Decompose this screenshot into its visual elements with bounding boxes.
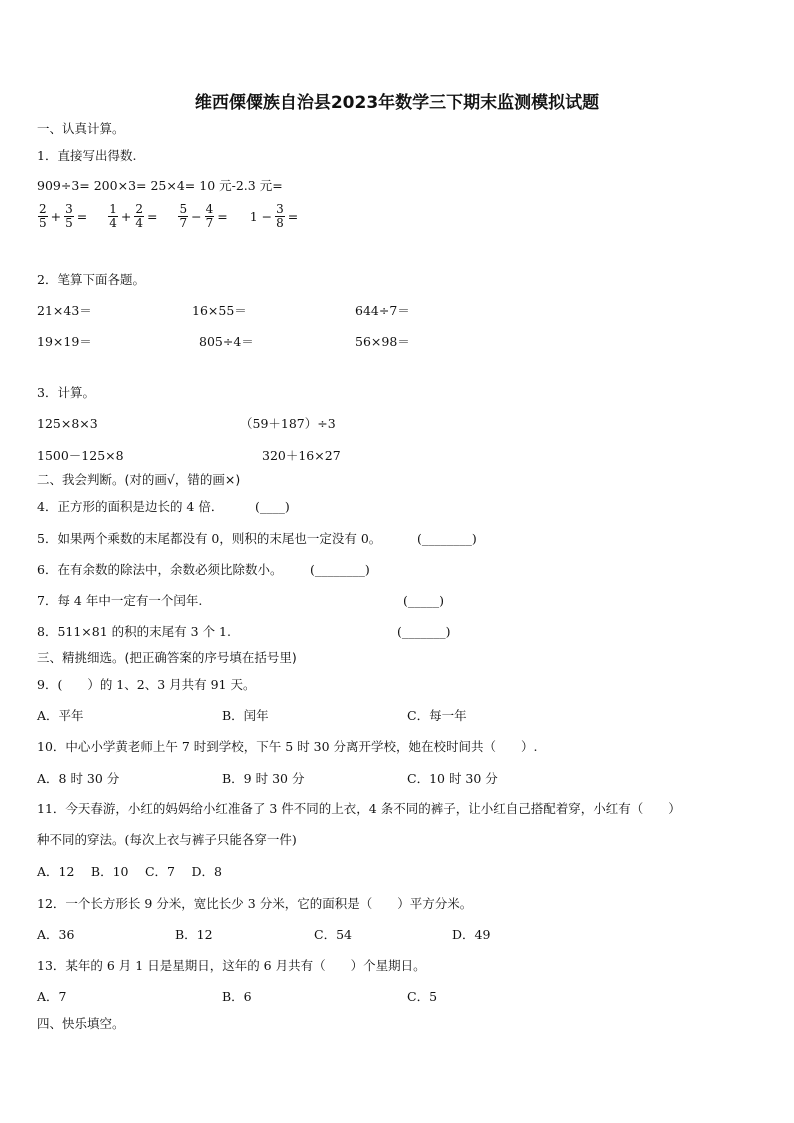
calc-item: 16×55＝ bbox=[192, 303, 247, 318]
page-title: 维西傈僳族自治县2023年数学三下期末监测模拟试题 bbox=[194, 93, 600, 113]
fraction-expr-4 bbox=[248, 203, 301, 230]
option-b[interactable]: B．9 时 30 分 bbox=[222, 771, 305, 786]
calc-item: 19×19＝ bbox=[37, 334, 92, 349]
fraction-numerator: 3 bbox=[65, 202, 73, 216]
fraction-expr-3 bbox=[177, 203, 229, 230]
fraction-denominator: 7 bbox=[179, 216, 188, 230]
section-heading-1: 一、认真计算。 bbox=[37, 121, 125, 136]
fraction-numerator: 2 bbox=[39, 202, 47, 216]
fraction-expr-2 bbox=[107, 203, 159, 230]
option-b[interactable]: B．12 bbox=[175, 927, 213, 942]
question-1-heading: 1．直接写出得数. bbox=[37, 148, 137, 163]
choice-question-11: 11．今天春游，小红的妈妈给小红准备了 3 件不同的上衣，4 条不同的裤子，让小红自己搭配着穿，小红有（ ） bbox=[37, 801, 681, 816]
equals: = bbox=[147, 209, 158, 224]
answer-blank[interactable]: (____) bbox=[255, 499, 290, 514]
fraction-denominator: 8 bbox=[276, 216, 284, 230]
option-c[interactable]: C．10 时 30 分 bbox=[407, 771, 498, 786]
choice-question-10: 10．中心小学黄老师上午 7 时到学校，下午 5 时 30 分离开学校，她在校时间共（ ）. bbox=[37, 739, 538, 754]
section-heading-4: 四、快乐填空。 bbox=[37, 1016, 125, 1031]
options-row[interactable]: A．12 B．10 C．7 D．8 bbox=[37, 864, 222, 879]
equals: = bbox=[287, 209, 299, 224]
fraction-numerator: 2 bbox=[135, 202, 143, 216]
option-c[interactable]: C．5 bbox=[407, 989, 438, 1004]
answer-blank[interactable]: (________) bbox=[310, 562, 370, 577]
answer-blank[interactable]: (_______) bbox=[397, 624, 451, 639]
whole-number: 1 bbox=[249, 209, 258, 224]
choice-question-13: 13．某年的 6 月 1 日是星期日，这年的 6 月共有（ ）个星期日。 bbox=[37, 958, 426, 973]
option-c[interactable]: C．54 bbox=[314, 927, 352, 942]
judge-question: 6．在有余数的除法中，余数必须比除数小。 bbox=[37, 562, 283, 577]
operator: + bbox=[120, 209, 132, 224]
option-b[interactable]: B．闰年 bbox=[222, 708, 269, 723]
fraction-numerator: 5 bbox=[179, 202, 188, 216]
option-c[interactable]: C．每一年 bbox=[407, 708, 467, 723]
choice-question-12: 12．一个长方形长 9 分米，宽比长少 3 分米，它的面积是（ ）平方分米。 bbox=[37, 896, 473, 911]
fraction-numerator: 3 bbox=[276, 202, 284, 216]
fraction-expr-1 bbox=[37, 203, 89, 230]
fraction-denominator: 4 bbox=[135, 216, 143, 230]
section-heading-2: 二、我会判断。(对的画√，错的画×) bbox=[37, 472, 241, 487]
calc-item: 644÷7＝ bbox=[355, 303, 410, 318]
option-a[interactable]: A．36 bbox=[37, 927, 75, 942]
fraction-denominator: 7 bbox=[205, 216, 214, 230]
answer-blank[interactable]: (________) bbox=[417, 531, 477, 546]
question-3-heading: 3．计算。 bbox=[37, 385, 95, 400]
judge-question: 4．正方形的面积是边长的 4 倍． bbox=[37, 499, 224, 514]
judge-question: 7．每 4 年中一定有一个闰年. bbox=[37, 593, 203, 608]
operator: + bbox=[50, 209, 62, 224]
option-a[interactable]: A．7 bbox=[37, 989, 67, 1004]
calc-item: 21×43＝ bbox=[37, 303, 92, 318]
equals: = bbox=[76, 209, 88, 224]
fraction-denominator: 5 bbox=[65, 216, 73, 230]
option-b[interactable]: B．6 bbox=[222, 989, 252, 1004]
judge-question: 8．511×81 的积的末尾有 3 个 1. bbox=[37, 624, 231, 639]
judge-question: 5．如果两个乘数的末尾都没有 0，则积的末尾也一定没有 0。 bbox=[37, 531, 382, 546]
choice-question-9: 9．( ）的 1、2、3 月共有 91 天。 bbox=[37, 677, 256, 692]
operator: − bbox=[261, 209, 273, 224]
answer-blank[interactable]: (_____) bbox=[403, 593, 445, 608]
question-2-heading: 2．笔算下面各题。 bbox=[37, 272, 145, 287]
option-d[interactable]: D．49 bbox=[452, 927, 491, 942]
option-a[interactable]: A．平年 bbox=[37, 708, 84, 723]
fraction-numerator: 4 bbox=[205, 202, 214, 216]
option-a[interactable]: A．8 时 30 分 bbox=[37, 771, 120, 786]
fraction-denominator: 5 bbox=[39, 216, 47, 230]
calc-item: 56×98＝ bbox=[355, 334, 410, 349]
calc-item: （59＋187）÷3 bbox=[240, 416, 336, 431]
fraction-denominator: 4 bbox=[109, 216, 117, 230]
calc-item: 320＋16×27 bbox=[262, 448, 341, 463]
calc-item: 125×8×3 bbox=[37, 416, 98, 431]
calc-item: 805÷4＝ bbox=[199, 334, 254, 349]
fraction-numerator: 1 bbox=[109, 202, 117, 216]
question-1-line: 909÷3= 200×3= 25×4= 10 元-2.3 元= bbox=[37, 178, 283, 193]
fraction-exercises bbox=[37, 203, 314, 230]
choice-question-11-cont: 种不同的穿法。(每次上衣与裤子只能各穿一件) bbox=[37, 832, 297, 847]
calc-item: 1500－125×8 bbox=[37, 448, 124, 463]
section-heading-3: 三、精挑细选。(把正确答案的序号填在括号里) bbox=[37, 650, 297, 665]
equals: = bbox=[217, 209, 228, 224]
operator: − bbox=[191, 209, 202, 224]
